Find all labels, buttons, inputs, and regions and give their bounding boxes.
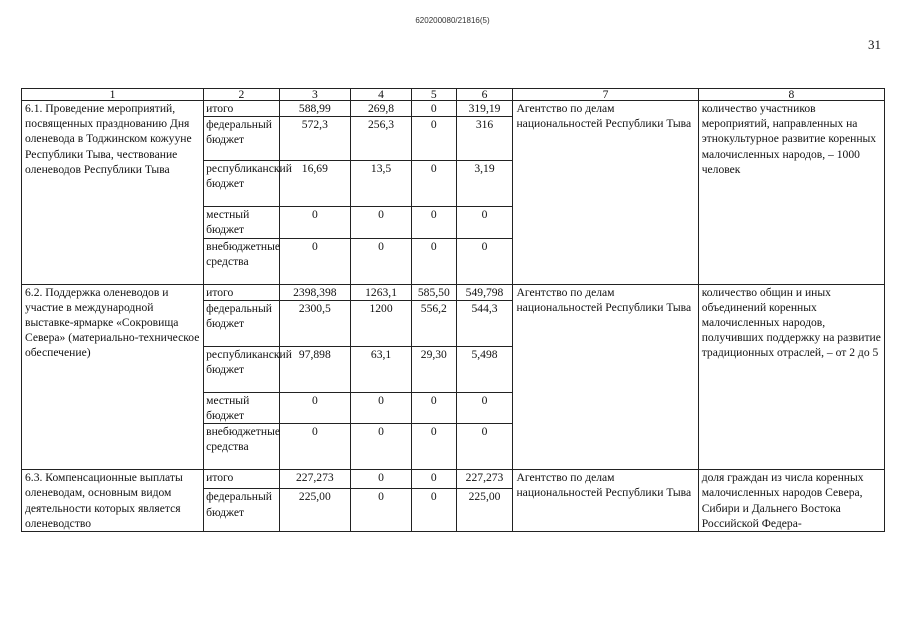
funding-source: итого xyxy=(204,101,280,117)
amount-cell: 0 xyxy=(351,392,412,423)
document-id: 620200080/21816(5) xyxy=(415,16,490,25)
amount-cell: 3,19 xyxy=(456,161,513,207)
target-indicator: количество участников мероприятий, направленных на этнокультурное развитие коренных малочисленных народов, – 1000 человек xyxy=(698,101,884,285)
amount-cell: 225,00 xyxy=(279,489,350,532)
amount-cell: 0 xyxy=(351,470,412,489)
amount-cell: 0 xyxy=(279,392,350,423)
amount-cell: 0 xyxy=(456,238,513,284)
funding-source: внебюджетные средства xyxy=(204,424,280,470)
amount-cell: 0 xyxy=(351,424,412,470)
funding-source: итого xyxy=(204,470,280,489)
table-row xyxy=(22,101,885,117)
amount-cell: 0 xyxy=(456,207,513,238)
target-indicator: доля граждан из числа коренных малочисленных народов Севера, Сибири и Дальнего Востока Российской Федера- xyxy=(698,470,884,532)
amount-cell: 1200 xyxy=(351,300,412,346)
amount-cell: 256,3 xyxy=(351,117,412,161)
funding-source: федеральный бюджет xyxy=(204,117,280,161)
amount-cell: 1263,1 xyxy=(351,284,412,300)
column-number-row xyxy=(22,89,885,101)
amount-cell: 556,2 xyxy=(412,300,456,346)
amount-cell: 0 xyxy=(412,470,456,489)
amount-cell: 549,798 xyxy=(456,284,513,300)
amount-cell: 0 xyxy=(456,424,513,470)
funding-source: внебюджетные средства xyxy=(204,238,280,284)
amount-cell: 0 xyxy=(412,101,456,117)
amount-cell: 227,273 xyxy=(279,470,350,489)
amount-cell: 16,69 xyxy=(279,161,350,207)
amount-cell: 225,00 xyxy=(456,489,513,532)
amount-cell: 544,3 xyxy=(456,300,513,346)
column-header: 7 xyxy=(513,89,698,101)
responsible-agency: Агентство по делам национальностей Республики Тыва xyxy=(513,101,698,285)
amount-cell: 0 xyxy=(412,207,456,238)
amount-cell: 269,8 xyxy=(351,101,412,117)
table-row xyxy=(22,470,885,489)
budget-table xyxy=(21,88,885,532)
amount-cell: 0 xyxy=(412,489,456,532)
amount-cell: 2300,5 xyxy=(279,300,350,346)
column-header: 5 xyxy=(412,89,456,101)
amount-cell: 0 xyxy=(456,392,513,423)
amount-cell: 0 xyxy=(412,161,456,207)
amount-cell: 5,498 xyxy=(456,346,513,392)
amount-cell: 588,99 xyxy=(279,101,350,117)
funding-source: республиканский бюджет xyxy=(204,346,280,392)
amount-cell: 63,1 xyxy=(351,346,412,392)
amount-cell: 0 xyxy=(351,207,412,238)
amount-cell: 13,5 xyxy=(351,161,412,207)
responsible-agency: Агентство по делам национальностей Республики Тыва xyxy=(513,470,698,532)
activity-name: 6.2. Поддержка оленеводов и участие в международной выставке-ярмарке «Сокровища Севера» (материально-техническое обеспечение) xyxy=(22,284,204,470)
table-row xyxy=(22,284,885,300)
activity-name: 6.3. Компенсационные выплаты оленеводам, основным видом деятельности которых является оленеводство xyxy=(22,470,204,532)
amount-cell: 97,898 xyxy=(279,346,350,392)
column-header: 6 xyxy=(456,89,513,101)
amount-cell: 29,30 xyxy=(412,346,456,392)
amount-cell: 319,19 xyxy=(456,101,513,117)
column-header: 3 xyxy=(279,89,350,101)
amount-cell: 0 xyxy=(279,238,350,284)
amount-cell: 227,273 xyxy=(456,470,513,489)
amount-cell: 316 xyxy=(456,117,513,161)
activity-name: 6.1. Проведение мероприятий, посвященных празднованию Дня оленевода в Тоджинском кожууне Республики Тыва, чествование оленеводов Республики Тыва xyxy=(22,101,204,285)
page-number: 31 xyxy=(868,37,881,52)
amount-cell: 0 xyxy=(279,207,350,238)
amount-cell: 0 xyxy=(412,424,456,470)
amount-cell: 0 xyxy=(351,489,412,532)
funding-source: федеральный бюджет xyxy=(204,300,280,346)
funding-source: федеральный бюджет xyxy=(204,489,280,532)
amount-cell: 2398,398 xyxy=(279,284,350,300)
funding-source: итого xyxy=(204,284,280,300)
column-header: 1 xyxy=(22,89,204,101)
amount-cell: 585,50 xyxy=(412,284,456,300)
target-indicator: количество общин и иных объединений коренных малочисленных народов, получивших поддержку на развитие традиционных отраслей, – от 2 до 5 xyxy=(698,284,884,470)
funding-source: местный бюджет xyxy=(204,392,280,423)
column-header: 4 xyxy=(351,89,412,101)
amount-cell: 0 xyxy=(412,392,456,423)
funding-source: республиканский бюджет xyxy=(204,161,280,207)
amount-cell: 572,3 xyxy=(279,117,350,161)
column-header: 2 xyxy=(204,89,280,101)
amount-cell: 0 xyxy=(412,238,456,284)
column-header: 8 xyxy=(698,89,884,101)
funding-source: местный бюджет xyxy=(204,207,280,238)
amount-cell: 0 xyxy=(279,424,350,470)
responsible-agency: Агентство по делам национальностей Республики Тыва xyxy=(513,284,698,470)
amount-cell: 0 xyxy=(351,238,412,284)
amount-cell: 0 xyxy=(412,117,456,161)
